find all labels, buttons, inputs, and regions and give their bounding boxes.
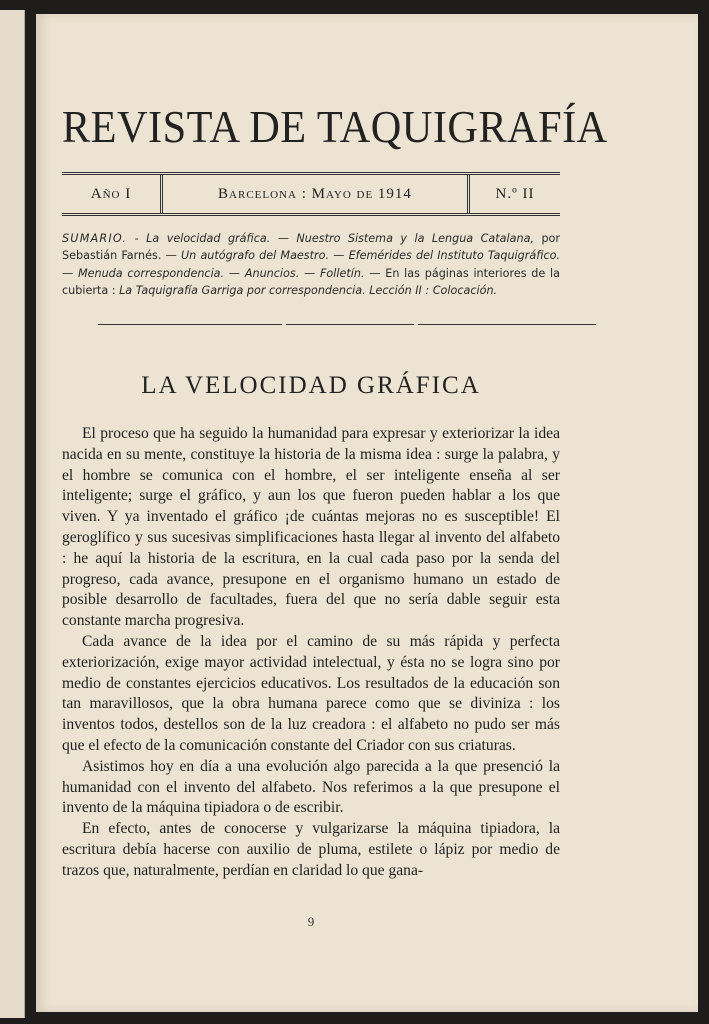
summary-entry: Nuestro Sistema y la Lengua Catalana, <box>296 232 534 245</box>
summary-entry: Folletín. <box>320 266 365 280</box>
summary-text: — <box>329 249 349 263</box>
summary-text: - <box>127 232 147 245</box>
summary-entry: Menuda correspondencia. <box>77 266 225 280</box>
article-title: LA VELOCIDAD GRÁFICA <box>141 372 481 399</box>
summary-entry: Anuncios. <box>244 266 300 280</box>
summary-text: — En las páginas interiores de la cubierta : <box>62 266 561 297</box>
summary-entry: La velocidad gráfica. <box>146 232 271 245</box>
article-paragraph: Asistimos hoy en día a una evolución algo parecida a la que presenció la humanidad con el invento del alfabeto. Nos referimos a la que presupone el invento de la máquina tipiadora o de escribir. <box>62 757 560 817</box>
page-number: 9 <box>307 914 315 929</box>
summary-text: por Sebastián Farnés. — <box>62 232 560 263</box>
summary-rule-left <box>98 324 282 325</box>
issue-info-bar <box>62 172 560 216</box>
summary-rule-mid <box>286 324 414 325</box>
summary-label: SUMARIO. <box>62 232 128 245</box>
article-paragraph: El proceso que ha seguido la humanidad para expresar y exteriorizar la idea nacida en su mente, constituye la historia de la misma idea : surge la palabra, y el hombre se comunica con el hombre, el ser inteligente enseña al ser inteligente; surge el gráfico, y aun los que fueron pueden hablar a los que viven. Y ya inventado el gráfico ¡de cuántas mejoras no es susceptible! El geroglífico y sus sucesivas simplificaciones hasta llegar al invento del alfabeto : he aquí la historia de la escritura, en la cual cada paso por la senda del progreso, cada avance, presupone en el organismo humano un estado de posible desarrollo de facultades, fuera del que no sería dable seguir esta constante marcha progresiva. <box>62 425 560 630</box>
article-paragraph: Cada avance de la idea por el camino de su más rápida y perfecta exteriorización, exige mayor actividad intelectual, y ésta no se logra sino por medio de constantes ejercicios educativos. Los resultados de la educación son tan maravillosos, que la obra humana parece como que se diviniza : los inventos todos, destellos son de la luz creadora : el alfabeto no pudo ser más que el efecto de la comunicación constante del Criador con sus criaturas. <box>62 632 560 754</box>
summary-rule-right <box>418 324 596 325</box>
journal-title: REVISTA DE TAQUIGRAFÍA <box>62 101 608 152</box>
issue-number: N.º II <box>495 185 535 202</box>
summary-text: — <box>299 266 320 280</box>
summary-text: — <box>224 266 245 280</box>
summary-text: — <box>62 266 78 280</box>
issue-place-date: Barcelona : Mayo de 1914 <box>160 175 470 213</box>
issue-year: Año I <box>90 185 132 202</box>
summary-entry: Efemérides del Instituto Taquigráfico. <box>348 249 560 263</box>
table-of-contents <box>62 230 560 299</box>
article-paragraph: En efecto, antes de conocerse y vulgarizarse la máquina tipiadora, la escritura debía hacerse con auxilio de pluma, estilete o lápiz por medio de trazos que, naturalmente, perdían en claridad lo que gana- <box>62 820 560 879</box>
article-body <box>62 424 560 882</box>
summary-entry: La Taquigrafía Garriga por correspondencia. Lección II : Colocación. <box>119 283 498 297</box>
facing-page-edge <box>0 10 25 1018</box>
summary-entry: Un autógrafo del Maestro. <box>180 249 330 263</box>
summary-text: — <box>270 232 297 245</box>
